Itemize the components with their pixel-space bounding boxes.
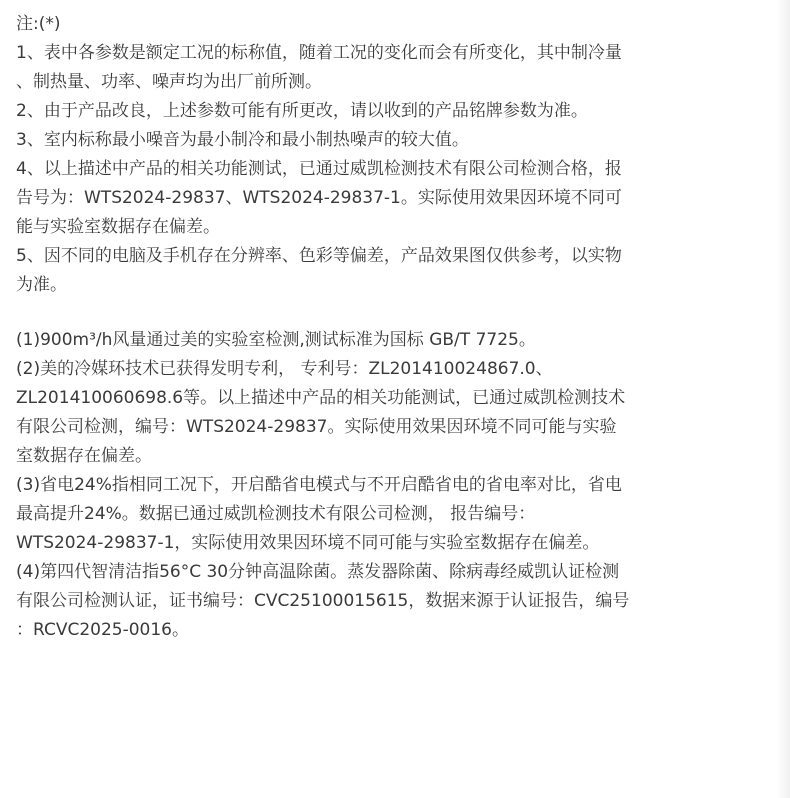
page-edge-shadow <box>776 0 790 798</box>
note-item-3 <box>16 126 776 155</box>
note-1-line-2: 、制热量、功率、噪声均为出厂前所测。 <box>16 72 322 92</box>
footnote-item-3 <box>16 471 776 558</box>
note-4-line-3: 能与实验室数据存在偏差。 <box>16 217 220 237</box>
footnote-item-1 <box>16 326 776 355</box>
footnote-item-2 <box>16 355 776 471</box>
note-item-1 <box>16 39 776 97</box>
note-1-line-1: 1、表中各参数是额定工况的标称值，随着工况的变化而会有所变化，其中制冷量 <box>16 43 622 63</box>
section-gap <box>16 300 776 326</box>
footnote-2-line-4: 室数据存在偏差。 <box>16 446 152 466</box>
note-3-line-1: 3、室内标称最小噪音为最小制冷和最小制热噪声的较大值。 <box>16 130 469 150</box>
footnote-4-line-3: ：RCVC2025-0016。 <box>16 620 189 640</box>
footnotes-list <box>16 326 776 645</box>
note-item-5 <box>16 242 776 300</box>
footnote-1-line-1: (1)900m³/h风量通过美的实验室检测,测试标准为国标 GB/T 7725。 <box>16 330 536 350</box>
footnote-item-4 <box>16 558 776 645</box>
footnote-4-line-2: 有限公司检测认证，证书编号：CVC25100015615，数据来源于认证报告，编号 <box>16 591 630 611</box>
footnote-3-line-1: (3)省电24%指相同工况下，开启酷省电模式与不开启酷省电的省电率对比，省电 <box>16 475 622 495</box>
notes-list <box>16 39 776 300</box>
note-item-4 <box>16 155 776 242</box>
note-2-line-1: 2、由于产品改良，上述参数可能有所更改，请以收到的产品铭牌参数为准。 <box>16 101 588 121</box>
note-4-line-1: 4、以上描述中产品的相关功能测试，已通过威凯检测技术有限公司检测合格，报 <box>16 159 622 179</box>
footnote-2-line-3: 有限公司检测，编号：WTS2024-29837。实际使用效果因环境不同可能与实验 <box>16 417 617 437</box>
footnote-2-line-1: (2)美的冷媒环技术已获得发明专利， 专利号：ZL201410024867.0、 <box>16 359 553 379</box>
note-4-line-2: 告号为：WTS2024-29837、WTS2024-29837-1。实际使用效果因环境不同可 <box>16 188 622 208</box>
footnote-2-line-2: ZL201410060698.6等。以上描述中产品的相关功能测试，已通过威凯检测技术 <box>16 388 626 408</box>
notes-heading: 注:(*) <box>16 14 61 34</box>
footnote-3-line-3: WTS2024-29837-1，实际使用效果因环境不同可能与实验室数据存在偏差。 <box>16 533 600 553</box>
note-5-line-1: 5、因不同的电脑及手机存在分辨率、色彩等偏差，产品效果图仅供参考，以实物 <box>16 246 622 266</box>
note-5-line-2: 为准。 <box>16 275 67 295</box>
footnote-3-line-2: 最高提升24%。数据已通过威凯检测技术有限公司检测， 报告编号： <box>16 504 536 524</box>
footnote-4-line-1: (4)第四代智清洁指56°C 30分钟高温除菌。蒸发器除菌、除病毒经威凯认证检测 <box>16 562 620 582</box>
note-item-2 <box>16 97 776 126</box>
